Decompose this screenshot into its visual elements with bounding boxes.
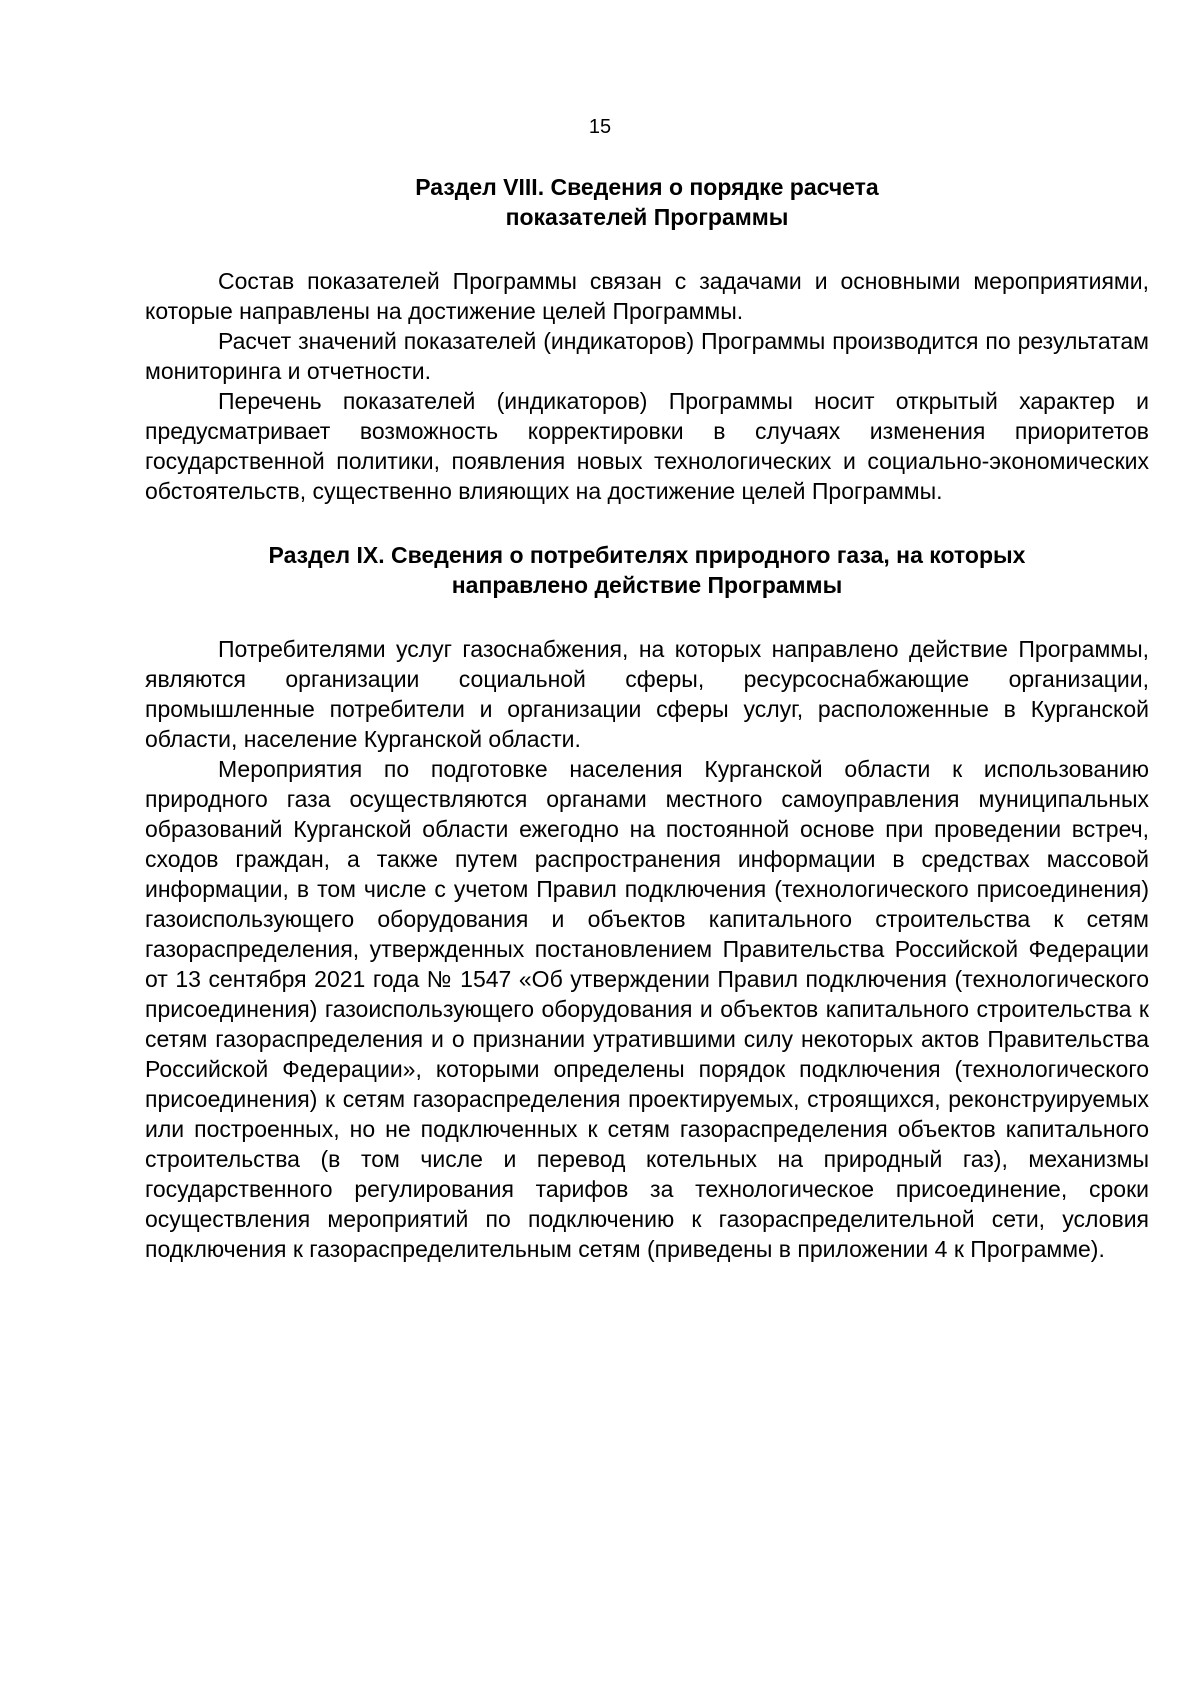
- section-8-heading-line-1: Раздел VIII. Сведения о порядке расчета: [415, 174, 879, 200]
- section-9-heading-line-2: направлено действие Программы: [451, 572, 843, 598]
- section-8-heading-line-2: показателей Программы: [505, 204, 789, 230]
- spacer: [145, 600, 1149, 634]
- section-8-heading: [145, 172, 1149, 232]
- section-9-heading-line-1: Раздел IX. Сведения о потребителях природного газа, на которых: [268, 542, 1026, 568]
- section-9-paragraph: Мероприятия по подготовке населения Курганской области к использованию природного газа осуществляются органами местного самоуправления муниципальных образований Курганской области ежегодно на постоянной основе при проведении встреч, сходов граждан, а также путем распространения информации в средствах массовой информации, в том числе с учетом Правил подключения (технологического присоединения) газоиспользующего оборудования и объектов капитального строительства к сетям газораспределения, утвержденных постановлением Правительства Российской Федерации от 13 сентября 2021 года № 1547 «Об утверждении Правил подключения (технологического присоединения) газоиспользующего оборудования и объектов капитального строительства к сетям газораспределения и о признании утратившими силу некоторых актов Правительства Российской Федерации», которыми определены порядок подключения (технологического присоединения) к сетям газораспределения проектируемых, строящихся, реконструируемых или построенных, но не подключенных к сетям газораспределения объектов капитального строительства (в том числе и перевод котельных на природный газ), механизмы государственного регулирования тарифов за технологическое присоединение, сроки осуществления мероприятий по подключению к газораспределительной сети, условия подключения к газораспределительным сетям (приведены в приложении 4 к Программе).: [145, 756, 1149, 1262]
- spacer: [145, 506, 1149, 540]
- page-number: 15: [588, 116, 612, 138]
- section-8-paragraph: Состав показателей Программы связан с задачами и основными мероприятиями, которые направлены на достижение целей Программы.: [145, 268, 1149, 324]
- document-body: [145, 172, 1149, 1264]
- section-8-paragraph: Расчет значений показателей (индикаторов) Программы производится по результатам мониторинга и отчетности.: [145, 328, 1149, 384]
- section-9-heading: [145, 540, 1149, 600]
- spacer: [145, 232, 1149, 266]
- section-8-paragraph: Перечень показателей (индикаторов) Программы носит открытый характер и предусматривает возможность корректировки в случаях изменения приоритетов государственной политики, появления новых технологических и социально-экономических обстоятельств, существенно влияющих на достижение целей Программы.: [145, 388, 1149, 504]
- section-9-paragraph: Потребителями услуг газоснабжения, на которых направлено действие Программы, являются организации социальной сферы, ресурсоснабжающие организации, промышленные потребители и организации сферы услуг, расположенные в Курганской области, население Курганской области.: [145, 636, 1149, 752]
